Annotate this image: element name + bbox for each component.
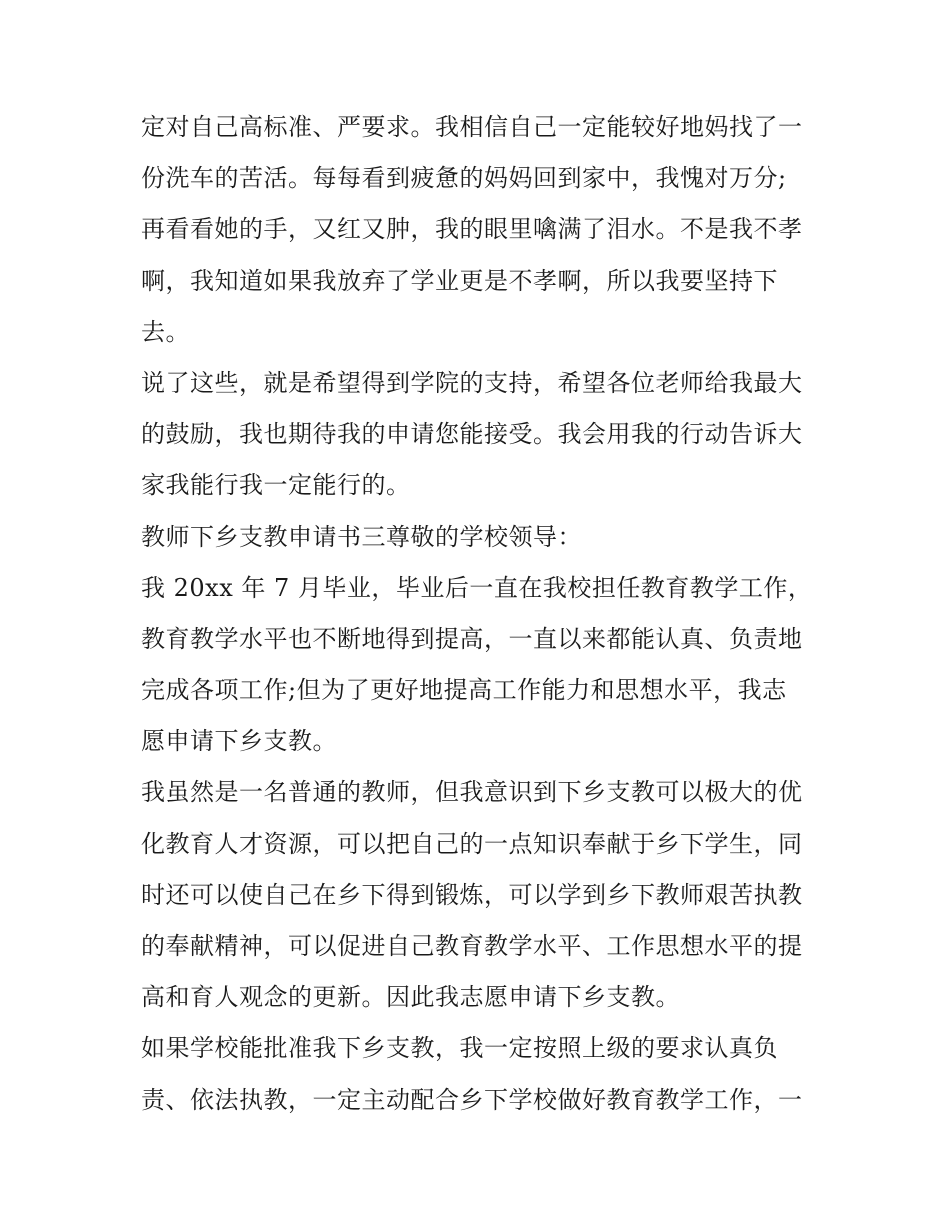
text-line: 完成各项工作;但为了更好地提高工作能力和思想水平，我志 <box>141 676 787 705</box>
section-heading: 教师下乡支教申请书三尊敬的学校领导： <box>141 522 582 551</box>
text-line: 我虽然是一名普通的教师，但我意识到下乡支教可以极大的优 <box>141 778 803 807</box>
text-line: 责、依法执教，一定主动配合乡下学校做好教育教学工作，一 <box>141 1085 803 1114</box>
text-line: 时还可以使自己在乡下得到锻炼，可以学到乡下教师艰苦执教 <box>141 880 803 909</box>
text-line: 高和育人观念的更新。因此我志愿申请下乡支教。 <box>141 983 680 1012</box>
text-line: 说了这些，就是希望得到学院的支持，希望各位老师给我最大 <box>141 368 803 397</box>
text-line: 定对自己高标准、严要求。我相信自己一定能较好地妈找了一 <box>141 113 803 141</box>
text-line: 啊，我知道如果我放弃了学业更是不孝啊，所以我要坚持下 <box>141 266 778 295</box>
document-body <box>141 102 821 1126</box>
text-line: 我 20xx 年 7 月毕业，毕业后一直在我校担任教育教学工作， <box>141 573 813 602</box>
text-line: 愿申请下乡支教。 <box>141 727 337 756</box>
text-line: 再看看她的手，又红又肿，我的眼里噙满了泪水。不是我不孝 <box>141 215 803 244</box>
text-line: 如果学校能批准我下乡支教，我一定按照上级的要求认真负 <box>141 1034 778 1063</box>
text-line: 的奉献精神，可以促进自己教育教学水平、工作思想水平的提 <box>141 932 803 960</box>
text-line: 教育教学水平也不断地得到提高，一直以来都能认真、负责地 <box>141 624 803 653</box>
text-line: 去。 <box>141 317 190 346</box>
text-line: 的鼓励，我也期待我的申请您能接受。我会用我的行动告诉大 <box>141 420 803 449</box>
text-line: 家我能行我一定能行的。 <box>141 471 411 500</box>
text-line: 化教育人才资源，可以把自己的一点知识奉献于乡下学生，同 <box>141 829 803 858</box>
text-line: 份洗车的苦活。每每看到疲惫的妈妈回到家中，我愧对万分; <box>141 164 787 193</box>
